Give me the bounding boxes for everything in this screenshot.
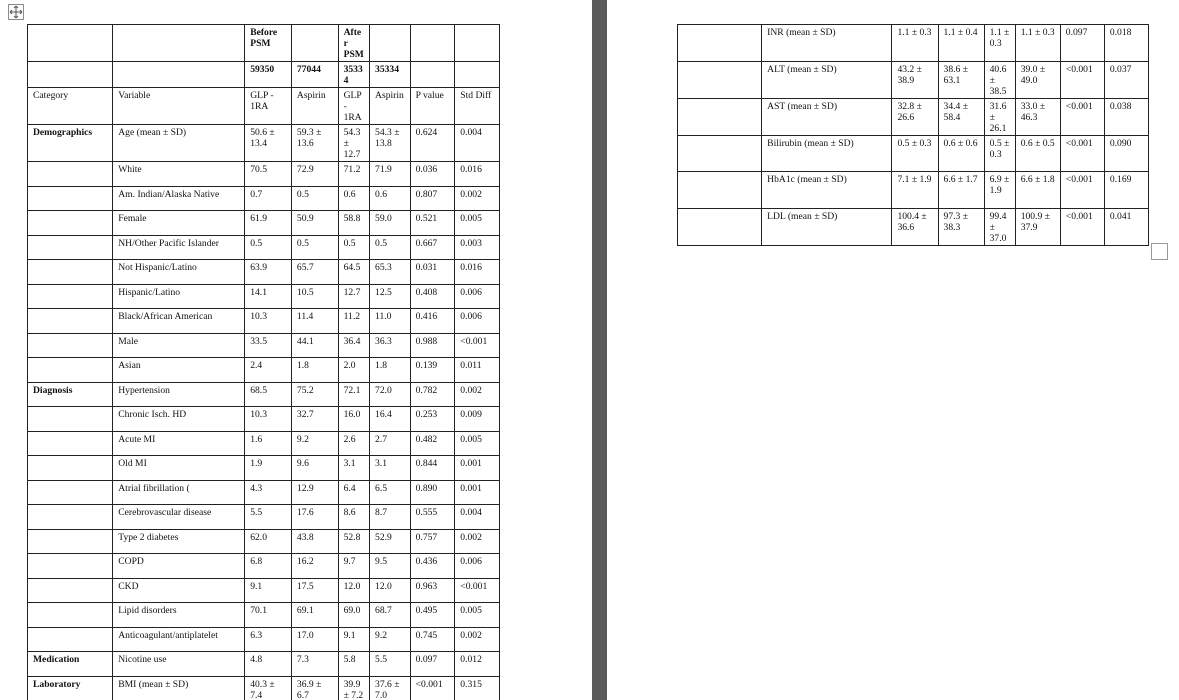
value-cell: 0.745 (410, 627, 455, 652)
variable-cell: Female (113, 211, 245, 236)
value-cell: 59.0 (370, 211, 411, 236)
table-row (28, 333, 500, 358)
value-cell: 11.2 (338, 309, 369, 334)
value-cell: 36.9 ± 6.7 (291, 676, 338, 700)
value-cell: 50.6 ± 13.4 (245, 125, 292, 162)
header-cell (291, 25, 338, 62)
variable-cell: LDL (mean ± SD) (762, 208, 892, 245)
value-cell: 3.1 (338, 456, 369, 481)
variable-cell: Cerebrovascular disease (113, 505, 245, 530)
value-cell: 0.011 (455, 358, 500, 383)
value-cell: <0.001 (1060, 172, 1104, 209)
value-cell: 40.3 ± 7.4 (245, 676, 292, 700)
value-cell: 9.7 (338, 554, 369, 579)
value-cell: 6.6 ± 1.8 (1015, 172, 1060, 209)
category-cell (678, 208, 762, 245)
variable-cell: HbA1c (mean ± SD) (762, 172, 892, 209)
value-cell: 0.5 (338, 235, 369, 260)
header-cell (455, 25, 500, 62)
category-cell: Demographics (28, 125, 113, 162)
variable-cell: Hypertension (113, 382, 245, 407)
value-cell: 68.7 (370, 603, 411, 628)
value-cell: 1.9 (245, 456, 292, 481)
variable-cell: BMI (mean ± SD) (113, 676, 245, 700)
value-cell: 0.5 (291, 186, 338, 211)
value-cell: 0.482 (410, 431, 455, 456)
value-cell: 0.005 (455, 603, 500, 628)
category-cell (28, 186, 113, 211)
header-cell: After PSM (338, 25, 369, 62)
value-cell: 0.7 (245, 186, 292, 211)
value-cell: 5.8 (338, 652, 369, 677)
value-cell: 62.0 (245, 529, 292, 554)
value-cell: 4.3 (245, 480, 292, 505)
table-row (28, 186, 500, 211)
value-cell: 33.5 (245, 333, 292, 358)
header-cell: P value (410, 88, 455, 125)
variable-cell: Type 2 diabetes (113, 529, 245, 554)
value-cell: 59.3 ± 13.6 (291, 125, 338, 162)
variable-cell: Acute MI (113, 431, 245, 456)
value-cell: 50.9 (291, 211, 338, 236)
value-cell: 0.988 (410, 333, 455, 358)
value-cell: 16.4 (370, 407, 411, 432)
value-cell: 0.6 ± 0.5 (1015, 135, 1060, 172)
header-cell (113, 62, 245, 88)
value-cell: 6.3 (245, 627, 292, 652)
value-cell: 0.003 (455, 235, 500, 260)
category-cell (28, 456, 113, 481)
table-row (28, 162, 500, 187)
value-cell: 0.408 (410, 284, 455, 309)
table-row (678, 208, 1149, 245)
value-cell: 0.037 (1104, 61, 1148, 98)
value-cell: 14.1 (245, 284, 292, 309)
table-row (28, 382, 500, 407)
value-cell: 0.016 (455, 260, 500, 285)
value-cell: 8.7 (370, 505, 411, 530)
value-cell: <0.001 (1060, 135, 1104, 172)
value-cell: 6.4 (338, 480, 369, 505)
header-cell: GLP - 1RA (245, 88, 292, 125)
value-cell: 12.9 (291, 480, 338, 505)
header-cell: 35334 (338, 62, 369, 88)
value-cell: 1.6 (245, 431, 292, 456)
value-cell: 69.0 (338, 603, 369, 628)
table-row (28, 603, 500, 628)
value-cell: 0.963 (410, 578, 455, 603)
header-cell: 35334 (370, 62, 411, 88)
value-cell: 72.1 (338, 382, 369, 407)
value-cell: 0.097 (410, 652, 455, 677)
value-cell: 75.2 (291, 382, 338, 407)
table-row (678, 25, 1149, 62)
value-cell: 69.1 (291, 603, 338, 628)
value-cell: 9.2 (291, 431, 338, 456)
value-cell: 0.036 (410, 162, 455, 187)
header-cell: 59350 (245, 62, 292, 88)
variable-cell: Male (113, 333, 245, 358)
value-cell: 9.5 (370, 554, 411, 579)
header-cell: Variable (113, 88, 245, 125)
value-cell: 0.416 (410, 309, 455, 334)
value-cell: 2.0 (338, 358, 369, 383)
value-cell: 0.005 (455, 431, 500, 456)
value-cell: 97.3 ± 38.3 (938, 208, 984, 245)
value-cell: 9.2 (370, 627, 411, 652)
header-cell (370, 25, 411, 62)
value-cell: 0.757 (410, 529, 455, 554)
value-cell: 9.1 (245, 578, 292, 603)
value-cell: 6.9 ± 1.9 (984, 172, 1015, 209)
value-cell: 0.038 (1104, 98, 1148, 135)
header-cell (410, 62, 455, 88)
value-cell: 43.2 ± 38.9 (892, 61, 938, 98)
value-cell: <0.001 (1060, 61, 1104, 98)
value-cell: 0.018 (1104, 25, 1148, 62)
value-cell: 0.555 (410, 505, 455, 530)
category-cell (28, 480, 113, 505)
table-row (678, 61, 1149, 98)
category-cell (28, 529, 113, 554)
value-cell: 0.006 (455, 554, 500, 579)
value-cell: 65.3 (370, 260, 411, 285)
value-cell: 0.031 (410, 260, 455, 285)
value-cell: 2.7 (370, 431, 411, 456)
value-cell: 0.253 (410, 407, 455, 432)
header-cell: Category (28, 88, 113, 125)
table-row (28, 578, 500, 603)
value-cell: 17.6 (291, 505, 338, 530)
value-cell: 0.624 (410, 125, 455, 162)
table-row (28, 358, 500, 383)
variable-cell: Old MI (113, 456, 245, 481)
value-cell: 10.3 (245, 407, 292, 432)
table-row (28, 309, 500, 334)
value-cell: 3.1 (370, 456, 411, 481)
header-row (28, 62, 500, 88)
value-cell: 54.3 ± 13.8 (370, 125, 411, 162)
value-cell: <0.001 (455, 333, 500, 358)
value-cell: 8.6 (338, 505, 369, 530)
variable-cell: COPD (113, 554, 245, 579)
value-cell: 68.5 (245, 382, 292, 407)
value-cell: 10.5 (291, 284, 338, 309)
category-cell (28, 309, 113, 334)
value-cell: 32.8 ± 26.6 (892, 98, 938, 135)
variable-cell: Lipid disorders (113, 603, 245, 628)
table-row (678, 172, 1149, 209)
value-cell: 12.0 (338, 578, 369, 603)
value-cell: 16.2 (291, 554, 338, 579)
value-cell: 2.6 (338, 431, 369, 456)
variable-cell: Age (mean ± SD) (113, 125, 245, 162)
table-row (28, 211, 500, 236)
value-cell: 70.1 (245, 603, 292, 628)
table-resize-handle[interactable] (1151, 243, 1168, 260)
header-cell: Before PSM (245, 25, 292, 62)
category-cell (28, 627, 113, 652)
value-cell: 0.004 (455, 125, 500, 162)
value-cell: 64.5 (338, 260, 369, 285)
value-cell: 65.7 (291, 260, 338, 285)
value-cell: 11.4 (291, 309, 338, 334)
table-row (28, 284, 500, 309)
variable-cell: Atrial fibrillation ( (113, 480, 245, 505)
value-cell: 5.5 (245, 505, 292, 530)
value-cell: 9.6 (291, 456, 338, 481)
value-cell: 7.3 (291, 652, 338, 677)
value-cell: <0.001 (455, 578, 500, 603)
header-cell (28, 62, 113, 88)
value-cell: 72.9 (291, 162, 338, 187)
value-cell: 0.169 (1104, 172, 1148, 209)
value-cell: 1.1 ± 0.3 (892, 25, 938, 62)
value-cell: 31.6 ± 26.1 (984, 98, 1015, 135)
value-cell: 0.006 (455, 284, 500, 309)
table-row (28, 235, 500, 260)
value-cell: 34.4 ± 58.4 (938, 98, 984, 135)
value-cell: 1.1 ± 0.3 (1015, 25, 1060, 62)
value-cell: 6.6 ± 1.7 (938, 172, 984, 209)
table-row (28, 431, 500, 456)
category-cell (28, 284, 113, 309)
header-row (28, 88, 500, 125)
value-cell: 10.3 (245, 309, 292, 334)
value-cell: 0.495 (410, 603, 455, 628)
value-cell: 58.8 (338, 211, 369, 236)
value-cell: 0.315 (455, 676, 500, 700)
value-cell: 71.2 (338, 162, 369, 187)
value-cell: 6.8 (245, 554, 292, 579)
category-cell (28, 431, 113, 456)
value-cell: 0.012 (455, 652, 500, 677)
category-cell: Medication (28, 652, 113, 677)
value-cell: 0.001 (455, 456, 500, 481)
category-cell (28, 505, 113, 530)
value-cell: 52.8 (338, 529, 369, 554)
value-cell: 4.8 (245, 652, 292, 677)
value-cell: 6.5 (370, 480, 411, 505)
value-cell: 0.001 (455, 480, 500, 505)
value-cell: 0.004 (455, 505, 500, 530)
value-cell: 33.0 ± 46.3 (1015, 98, 1060, 135)
value-cell: 0.521 (410, 211, 455, 236)
category-cell: Diagnosis (28, 382, 113, 407)
table-row (28, 505, 500, 530)
variable-cell: Chronic Isch. HD (113, 407, 245, 432)
value-cell: 12.0 (370, 578, 411, 603)
header-cell (28, 25, 113, 62)
table-row (28, 260, 500, 285)
psm-characteristics-table (27, 24, 500, 700)
category-cell (28, 358, 113, 383)
table-row (28, 554, 500, 579)
category-cell (28, 162, 113, 187)
category-cell (28, 260, 113, 285)
category-cell (28, 603, 113, 628)
variable-cell: Anticoagulant/antiplatelet (113, 627, 245, 652)
header-cell: GLP - 1RA (338, 88, 369, 125)
category-cell (678, 135, 762, 172)
table-row (28, 125, 500, 162)
category-cell: Laboratory (28, 676, 113, 700)
value-cell: 71.9 (370, 162, 411, 187)
value-cell: 0.002 (455, 627, 500, 652)
table-move-handle-icon[interactable] (8, 4, 24, 20)
value-cell: 0.090 (1104, 135, 1148, 172)
document-page-right (607, 0, 1179, 700)
value-cell: 0.009 (455, 407, 500, 432)
lab-values-table (677, 24, 1149, 246)
value-cell: 0.5 (370, 235, 411, 260)
table-row (28, 456, 500, 481)
table-row (678, 98, 1149, 135)
value-cell: <0.001 (1060, 208, 1104, 245)
value-cell: 0.6 (338, 186, 369, 211)
variable-cell: Am. Indian/Alaska Native (113, 186, 245, 211)
header-cell (455, 62, 500, 88)
value-cell: 0.005 (455, 211, 500, 236)
value-cell: 0.844 (410, 456, 455, 481)
variable-cell: Hispanic/Latino (113, 284, 245, 309)
value-cell: 12.7 (338, 284, 369, 309)
variable-cell: AST (mean ± SD) (762, 98, 892, 135)
value-cell: <0.001 (410, 676, 455, 700)
value-cell: 38.6 ± 63.1 (938, 61, 984, 98)
header-cell (410, 25, 455, 62)
value-cell: 1.8 (370, 358, 411, 383)
value-cell: 16.0 (338, 407, 369, 432)
value-cell: 0.002 (455, 529, 500, 554)
value-cell: 0.097 (1060, 25, 1104, 62)
value-cell: 2.4 (245, 358, 292, 383)
header-cell (113, 25, 245, 62)
value-cell: 0.5 ± 0.3 (892, 135, 938, 172)
table-row (28, 407, 500, 432)
value-cell: 72.0 (370, 382, 411, 407)
header-cell: Aspirin (370, 88, 411, 125)
value-cell: 0.5 (291, 235, 338, 260)
value-cell: 0.041 (1104, 208, 1148, 245)
category-cell (28, 211, 113, 236)
value-cell: 100.9 ± 37.9 (1015, 208, 1060, 245)
value-cell: 54.3 ± 12.7 (338, 125, 369, 162)
value-cell: 44.1 (291, 333, 338, 358)
value-cell: 17.0 (291, 627, 338, 652)
category-cell (28, 235, 113, 260)
category-cell (28, 578, 113, 603)
value-cell: 0.5 ± 0.3 (984, 135, 1015, 172)
variable-cell: NH/Other Pacific Islander (113, 235, 245, 260)
value-cell: 7.1 ± 1.9 (892, 172, 938, 209)
value-cell: <0.001 (1060, 98, 1104, 135)
table-row (678, 135, 1149, 172)
category-cell (678, 25, 762, 62)
value-cell: 39.9 ± 7.2 (338, 676, 369, 700)
category-cell (28, 554, 113, 579)
variable-cell: INR (mean ± SD) (762, 25, 892, 62)
variable-cell: Black/African American (113, 309, 245, 334)
table-row (28, 676, 500, 700)
value-cell: 63.9 (245, 260, 292, 285)
value-cell: 9.1 (338, 627, 369, 652)
header-cell: Aspirin (291, 88, 338, 125)
value-cell: 0.6 (370, 186, 411, 211)
category-cell (678, 172, 762, 209)
value-cell: 36.3 (370, 333, 411, 358)
variable-cell: Asian (113, 358, 245, 383)
category-cell (678, 61, 762, 98)
variable-cell: CKD (113, 578, 245, 603)
value-cell: 0.139 (410, 358, 455, 383)
value-cell: 1.8 (291, 358, 338, 383)
value-cell: 17.5 (291, 578, 338, 603)
value-cell: 1.1 ± 0.4 (938, 25, 984, 62)
variable-cell: Nicotine use (113, 652, 245, 677)
value-cell: 0.807 (410, 186, 455, 211)
value-cell: 11.0 (370, 309, 411, 334)
table-row (28, 480, 500, 505)
value-cell: 0.782 (410, 382, 455, 407)
value-cell: 39.0 ± 49.0 (1015, 61, 1060, 98)
header-row (28, 25, 500, 62)
variable-cell: Not Hispanic/Latino (113, 260, 245, 285)
value-cell: 0.002 (455, 382, 500, 407)
value-cell: 0.436 (410, 554, 455, 579)
variable-cell: Bilirubin (mean ± SD) (762, 135, 892, 172)
value-cell: 1.1 ± 0.3 (984, 25, 1015, 62)
value-cell: 100.4 ± 36.6 (892, 208, 938, 245)
value-cell: 5.5 (370, 652, 411, 677)
value-cell: 43.8 (291, 529, 338, 554)
value-cell: 0.6 ± 0.6 (938, 135, 984, 172)
value-cell: 0.006 (455, 309, 500, 334)
value-cell: 40.6 ± 38.5 (984, 61, 1015, 98)
value-cell: 0.016 (455, 162, 500, 187)
header-cell: 77044 (291, 62, 338, 88)
category-cell (28, 407, 113, 432)
value-cell: 12.5 (370, 284, 411, 309)
table-row (28, 627, 500, 652)
value-cell: 0.5 (245, 235, 292, 260)
value-cell: 0.667 (410, 235, 455, 260)
variable-cell: White (113, 162, 245, 187)
value-cell: 32.7 (291, 407, 338, 432)
category-cell (28, 333, 113, 358)
value-cell: 61.9 (245, 211, 292, 236)
value-cell: 0.890 (410, 480, 455, 505)
page-gutter (592, 0, 607, 700)
value-cell: 70.5 (245, 162, 292, 187)
table-row (28, 652, 500, 677)
value-cell: 37.6 ± 7.0 (370, 676, 411, 700)
value-cell: 36.4 (338, 333, 369, 358)
value-cell: 52.9 (370, 529, 411, 554)
value-cell: 99.4 ± 37.0 (984, 208, 1015, 245)
value-cell: 0.002 (455, 186, 500, 211)
table-row (28, 529, 500, 554)
variable-cell: ALT (mean ± SD) (762, 61, 892, 98)
category-cell (678, 98, 762, 135)
header-cell: Std Diff (455, 88, 500, 125)
